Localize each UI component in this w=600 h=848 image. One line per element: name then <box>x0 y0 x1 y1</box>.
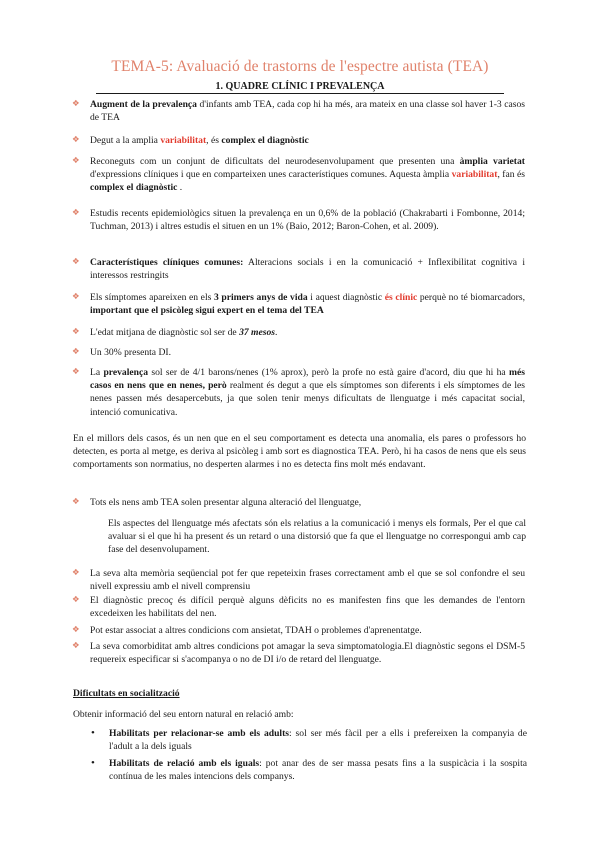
text: Alteracions socials i en la comunicació + Inflexibilitat cognitiva i interessos restringits <box>90 257 525 282</box>
diamond-bullet-icon: ❖ <box>72 208 80 218</box>
bold-text: important que el psicòleg sigui expert en el tema del TEA <box>90 305 324 317</box>
bold-text: àmplia varietat <box>459 156 525 167</box>
text: Degut a la amplia <box>90 135 161 146</box>
bold-text: Augment de la prevalença <box>90 99 197 110</box>
highlight-text: variabilitat <box>160 135 207 146</box>
bullet-item <box>72 624 525 637</box>
bullet-item <box>72 155 526 195</box>
paragraph: Obtenir informació del seu entorn natural en relació amb: <box>73 709 294 720</box>
text: sol ser de 4/1 barons/nenes (1% aprox), però la profe no està gaire d'acord, diu que hi ha <box>148 367 509 378</box>
text: . <box>177 182 183 194</box>
indented-paragraph: Els aspectes del llenguatge més afectats són els relatius a la comunicació i menys els formals, Per el que cal avaluar si el que hi ha present és un retard o una distorsió que fa que el llenguatge no correspongui amb cap fase del desenvolupament. <box>108 518 526 556</box>
text: perquè no té biomarcadors, <box>417 292 525 303</box>
text: : sol ser més fàcil per a ells i prefereixen la companyia de l'adult a la dels iguals <box>109 728 527 753</box>
text: d'expressions clíniques i que en comparteixen unes característiques comunes. Aquesta àmplia <box>90 169 452 181</box>
section-heading-text: 1. QUADRE CLÍNIC I PREVALENÇA <box>215 81 385 92</box>
bullet-item <box>72 346 525 359</box>
text: El diagnòstic precoç és difícil perquè alguns dèficits no es manifesten fins que les demandes de l'entorn excedeixen les habilitats del nen. <box>90 595 525 620</box>
bold-text: Habilitats de relació amb els iguals <box>109 758 260 769</box>
text: . <box>275 327 278 338</box>
text: Un 30% presenta DI. <box>90 347 171 358</box>
text: La seva alta memòria seqüencial pot fer que repeteixin frases correctament amb el que se sol confondre el seu nivell expressiu amb el nivell comprensiu <box>90 568 525 593</box>
bullet-item <box>72 291 525 317</box>
bullet-dot-icon: • <box>91 757 95 769</box>
document-title: TEMA-5: Avaluació de trastorns de l'espectre autista (TEA) <box>111 58 489 75</box>
text: La seva comorbiditat amb altres condicions pot amagar la seva simptomatologia.El diagnòstic segons el DSM-5 requereix especificar si s'acompanya o no de DI i/o de retard del llenguatge. <box>90 641 525 666</box>
paragraph: En el millors dels casos, és un nen que en el seu comportament es detecta una anomalia, els pares o professors ho detecten, es porta al metge, es deriva al psicòleg i amb sort es diagnostica TEA. Però, hi ha casos de nens que els seus comportaments son normatius, no desperten alarmes i no es detecta fins molt més endavant. <box>73 433 526 471</box>
bold-text: complex el diagnòstic <box>221 135 309 146</box>
list-item <box>91 727 527 753</box>
diamond-bullet-icon: ❖ <box>72 497 80 507</box>
bullet-item <box>72 134 525 147</box>
bullet-item <box>72 496 525 509</box>
diamond-bullet-icon: ❖ <box>72 641 80 651</box>
bold-text: 3 primers anys de vida <box>213 292 308 303</box>
text: : pot anar des de ser massa pesats fins a la suspicàcia i la sospita contínua de les males intencions dels companys. <box>109 758 527 783</box>
bold-text: complex el diagnòstic <box>90 182 178 194</box>
text: i aquest diagnòstic <box>307 292 385 303</box>
diamond-bullet-icon: ❖ <box>72 347 80 357</box>
bullet-item <box>72 256 525 282</box>
bullet-item <box>72 98 525 124</box>
bullet-item <box>72 640 525 666</box>
diamond-bullet-icon: ❖ <box>72 99 80 109</box>
section-heading <box>0 80 600 93</box>
diamond-bullet-icon: ❖ <box>72 292 80 302</box>
bullet-item <box>72 594 525 620</box>
text: , fan és <box>497 169 526 181</box>
bullet-item <box>72 207 525 233</box>
bold-text: 37 mesos <box>239 327 276 338</box>
diamond-bullet-icon: ❖ <box>72 135 80 145</box>
diamond-bullet-icon: ❖ <box>72 327 80 337</box>
text: Pot estar associat a altres condicions com ansietat, TDAH o problemes d'aprenentatge. <box>90 625 422 636</box>
diamond-bullet-icon: ❖ <box>72 595 80 605</box>
text: Reconeguts com un conjunt de dificultats del neurodesenvolupament que presenten una <box>90 156 460 167</box>
highlight-text: és clínic <box>384 292 418 303</box>
text: Estudis recents epidemiològics situen la prevalença en un 0,6% de la població (Chakrabarti i Fombonne, 2014; Tuchman, 2013) i altres estudis el situen en un 1% (Baio, 2012; Baron-Cohen, et al. 2009). <box>90 208 525 233</box>
text: Els símptomes apareixen en els <box>90 292 214 303</box>
diamond-bullet-icon: ❖ <box>72 625 80 635</box>
text: realment és degut a que els símptomes son diferents i els símptomes de les nenes passen més desapercebuts, ja que solen tenir menys dificultats de llenguatge i més capacitat social, intenció comunicativa. <box>90 380 525 418</box>
highlight-text: variabilitat <box>451 169 498 181</box>
bold-text: prevalença <box>103 367 149 378</box>
bold-text: més casos en nens que en nenes, però <box>90 367 525 392</box>
section-heading-underline <box>96 93 504 94</box>
diamond-bullet-icon: ❖ <box>72 156 80 166</box>
diamond-bullet-icon: ❖ <box>72 568 80 578</box>
bullet-item <box>72 326 525 339</box>
bullet-item <box>72 366 525 419</box>
bold-text: Habilitats per relacionar-se amb els adults <box>109 728 290 739</box>
text: d'infants amb TEA, cada cop hi ha més, ara mateix en una classe sol haver 1-3 casos de TEA <box>90 99 525 124</box>
bold-text: Característiques clíniques comunes: <box>90 257 244 268</box>
diamond-bullet-icon: ❖ <box>72 257 80 267</box>
list-item <box>91 757 527 783</box>
bullet-dot-icon: • <box>91 727 95 739</box>
text: La <box>90 367 104 378</box>
bullet-item <box>72 567 525 593</box>
text: Tots els nens amb TEA solen presentar alguna alteració del llenguatge, <box>90 497 362 508</box>
subsection-heading: Dificultats en socialització <box>73 688 180 699</box>
text: , és <box>206 135 222 146</box>
text: L'edat mitjana de diagnòstic sol ser de <box>90 327 240 338</box>
diamond-bullet-icon: ❖ <box>72 367 80 377</box>
